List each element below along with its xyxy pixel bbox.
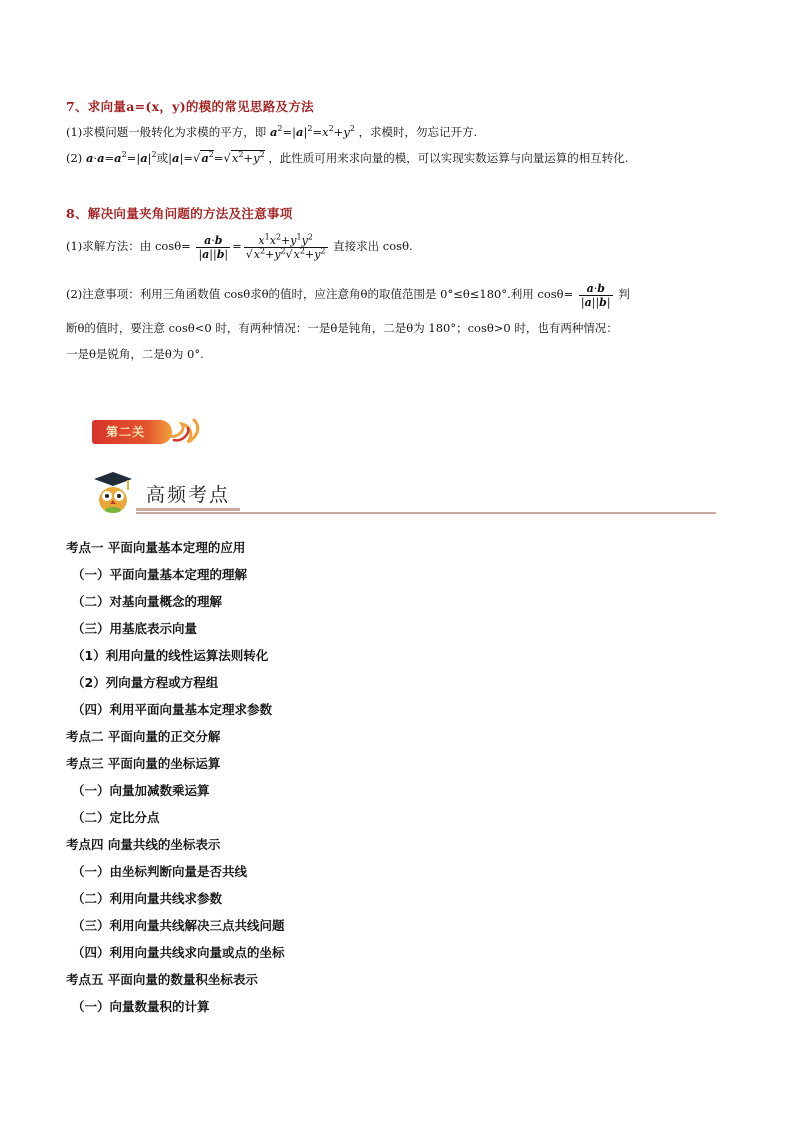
sec7-p1-text-b: ，求模时，勿忘记开方. [358, 125, 478, 139]
sec8-p1-text-b: 直接求出 cosθ. [333, 239, 413, 253]
cos-fraction-1: $\frac{a\cdot b}{|a||b|}$ [198, 233, 229, 261]
outline-item: （一）平面向量基本定理的理解 [72, 567, 248, 582]
owl-scholar-icon [92, 470, 134, 514]
section-8-para-4: 一是θ是锐角，二是θ为 0°. [66, 347, 204, 361]
outline-item: （三）用基底表示向量 [72, 621, 198, 636]
outline-item: （三）利用向量共线解决三点共线问题 [72, 918, 285, 933]
cos-fraction-2: $\frac{x^1x^2+y^1y^2}{√x^2+y^2√x^2+y^2}$ [245, 231, 326, 261]
sec8-p2-text-b: 判 [618, 287, 630, 301]
modulus-formula: $a^2=|a|^2=x^2+y^2$ [269, 124, 355, 139]
sec7-p1-text-a: (1)求模问题一般转化为求模的平方，即 [66, 125, 267, 139]
sec7-p2-text-b: ，此性质可用来求向量的模，可以实现实数运算与向量运算的相互转化. [268, 151, 629, 165]
outline-item: （一）向量加减数乘运算 [72, 783, 210, 798]
section-8-para-2 [66, 276, 630, 312]
outline-item: （四）利用平面向量基本定理求参数 [72, 702, 273, 717]
section-8-para-3: 断θ的值时，要注意 cosθ<0 时，有两种情况：一是θ是钝角，二是θ为 180°；cosθ>0 时，也有两种情况： [66, 321, 618, 335]
outline-item: （二）定比分点 [72, 810, 160, 825]
level-banner-label: 第二关 [106, 425, 146, 439]
outline-item: （一）向量数量积的计算 [72, 999, 210, 1014]
outline-item: 考点五 平面向量的数量积坐标表示 [66, 972, 258, 987]
outline-item: 考点三 平面向量的坐标运算 [66, 756, 221, 771]
outline-item: （1）利用向量的线性运算法则转化 [72, 648, 269, 663]
cos-fraction-3: $\frac{a\cdot b}{|a||b|}$ [580, 281, 611, 309]
outline-item: 考点二 平面向量的正交分解 [66, 729, 221, 744]
section-7-title: 7、求向量a=(x，y)的模的常见思路及方法 [66, 99, 314, 114]
section-7-para-2 [66, 150, 628, 166]
outline-item: （二）对基向量概念的理解 [72, 594, 223, 609]
outline-item: 考点四 向量共线的坐标表示 [66, 837, 221, 852]
outline-item: 考点一 平面向量基本定理的应用 [66, 540, 246, 555]
outline-item: （2）列向量方程或方程组 [72, 675, 219, 690]
sec7-p2-text-a: (2) [66, 151, 83, 165]
section-7-para-1 [66, 124, 477, 140]
flame-swirl-icon [168, 416, 204, 446]
page-section-title: 高频考点 [146, 484, 231, 506]
sec8-p2-text-a: (2)注意事项：利用三角函数值 cosθ求θ的值时，应注意角θ的取值范围是 0°≤θ≤180°.利用 cosθ= [66, 287, 574, 301]
section-8-title: 8、解决向量夹角问题的方法及注意事项 [66, 206, 293, 221]
sec8-p1-text-a: (1)求解方法：由 cosθ= [66, 239, 191, 253]
section-8-para-1: (1)求解方法：由 cosθ= $\frac{a\cdot b}{|a||b|}$ = $\frac{x^1x^2+y^1y^2}{√x^2+y^2√x^2+y^2}$ 直接求出 cosθ. [66, 231, 413, 261]
header-underline [136, 512, 716, 514]
outline-item: （四）利用向量共线求向量或点的坐标 [72, 945, 285, 960]
outline-item: （一）由坐标判断向量是否共线 [72, 864, 248, 879]
outline-item: （二）利用向量共线求参数 [72, 891, 223, 906]
dot-self-formula: $a\cdot a=a^2=|a|^2$或$|a|=√a^2=√x^2+y^2$ [85, 150, 265, 165]
